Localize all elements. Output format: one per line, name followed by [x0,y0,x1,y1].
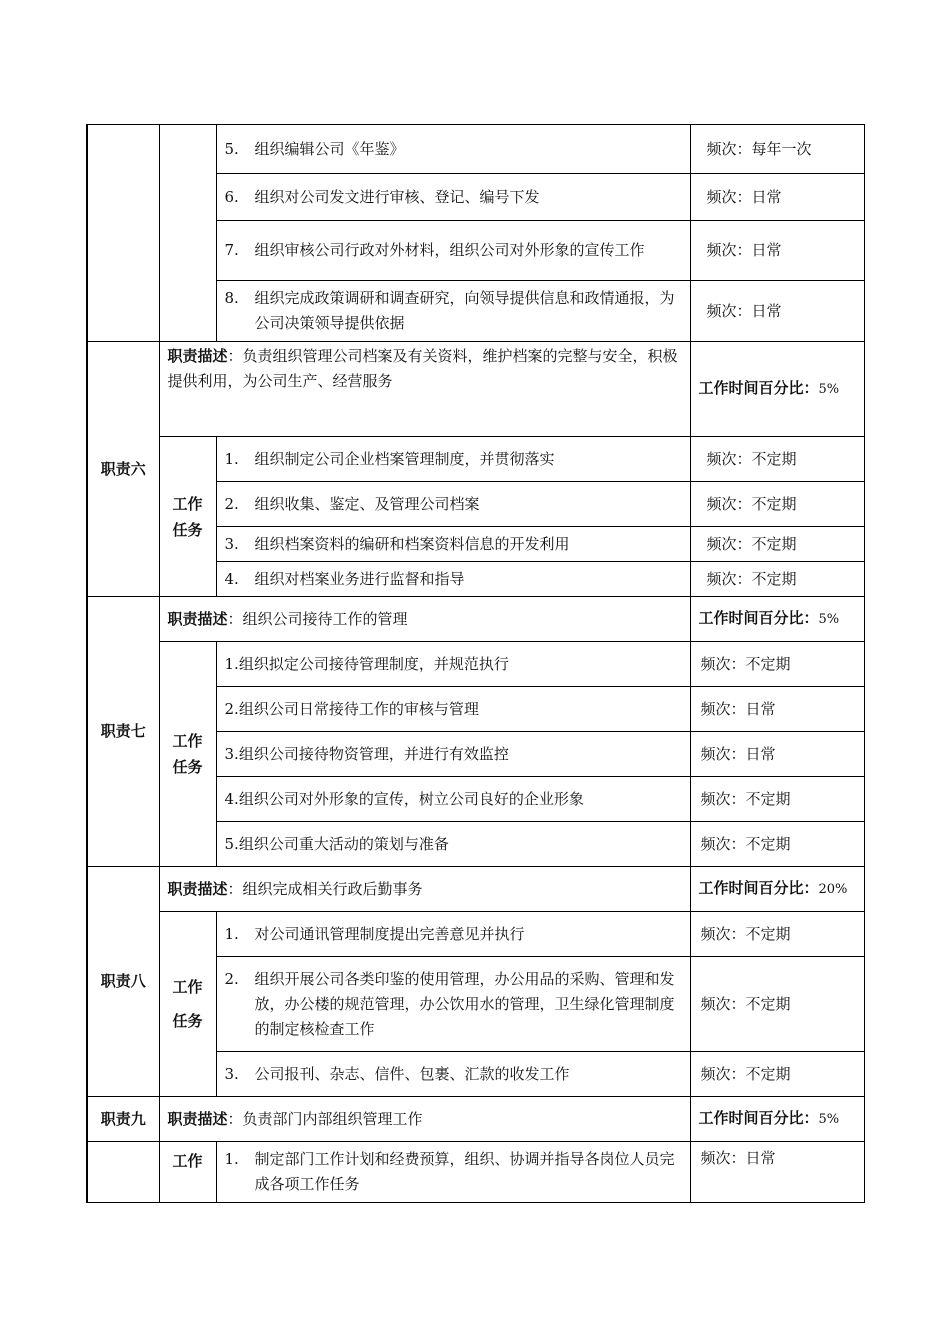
task-label [159,1142,216,1203]
description-colon: ： [227,879,243,898]
frequency-prefix: 频次： [706,494,752,513]
task-text: 公司报刊、杂志、信件、包裹、汇款的收发工作 [254,1064,570,1083]
frequency-prefix: 频次： [700,1064,746,1083]
duty-table [86,124,865,1203]
task-label-line2: 任务 [172,1012,203,1030]
task-label-line1: 工作 [172,732,203,750]
task-number: 1. [224,654,239,673]
percent-value: 5% [818,612,840,627]
frequency-cell [690,822,864,867]
task-cell [216,642,690,687]
task-number: 3. [224,1064,239,1083]
duty-label: 职责九 [87,1097,159,1142]
frequency-value: 不定期 [745,789,791,808]
duty-description-cell [159,342,690,437]
task-cell [216,912,690,957]
task-number: 4. [224,569,239,588]
task-text: 组织制定公司企业档案管理制度，并贯彻落实 [254,449,555,468]
description-heading: 职责描述 [167,879,228,898]
frequency-cell [690,221,864,281]
duty-description: 负责组织管理公司档案及有关资料，维护档案的完整与安全，积极提供利用，为公司生产、经营服务 [167,347,678,390]
frequency-prefix: 频次： [706,534,752,553]
percent-value: 5% [818,382,840,397]
frequency-value: 不定期 [751,449,797,468]
task-cell [216,281,690,342]
duty-label-cell-empty [87,125,159,342]
task-cell [216,777,690,822]
table-row [87,597,864,642]
duty-description-cell [159,867,690,912]
task-text: 组织完成政策调研和调查研究，向领导提供信息和政情通报，为公司决策领导提供依据 [254,289,675,332]
frequency-prefix: 频次： [706,301,752,320]
frequency-value: 每年一次 [751,139,812,158]
duty-description: 组织公司接待工作的管理 [242,609,408,628]
frequency-cell [690,957,864,1052]
task-label-line1: 工作 [172,494,203,513]
frequency-value: 不定期 [745,924,791,943]
frequency-cell [690,777,864,822]
frequency-prefix: 频次： [706,241,752,259]
frequency-prefix: 频次： [700,994,746,1013]
task-number: 3. [224,744,239,763]
task-cell [216,482,690,527]
frequency-cell [690,482,864,527]
task-number: 5. [224,139,239,158]
task-number: 2. [224,494,239,513]
task-text: 组织开展公司各类印鉴的使用管理，办公用品的采购、管理和发放，办公楼的规范管理，办公饮用水的管理，卫生绿化管理制度的制定核检查工作 [254,969,675,1038]
frequency-prefix: 频次： [700,834,746,853]
frequency-prefix: 频次： [700,654,746,673]
task-number: 2. [224,969,239,988]
table-row [87,912,864,957]
frequency-value: 日常 [751,187,782,206]
task-label [159,642,216,867]
frequency-cell [690,562,864,597]
task-label-line1: 工作 [172,1152,203,1170]
duty-description: 负责部门内部组织管理工作 [242,1109,423,1128]
frequency-value: 不定期 [745,834,791,853]
description-colon: ： [227,1109,243,1128]
task-cell [216,732,690,777]
frequency-prefix: 频次： [706,449,752,468]
frequency-prefix: 频次： [700,744,746,763]
percent-heading: 工作时间百分比： [698,879,819,897]
frequency-prefix: 频次： [700,924,746,943]
task-cell [216,437,690,482]
description-heading: 职责描述 [167,609,228,628]
description-heading: 职责描述 [167,1109,228,1128]
duty-description-cell [159,597,690,642]
frequency-cell [690,912,864,957]
task-text: 组织对公司发文进行审核、登记、编号下发 [254,187,540,206]
frequency-prefix: 频次： [700,1149,746,1167]
task-text: 组织公司重大活动的策划与准备 [238,834,449,853]
frequency-value: 不定期 [751,569,797,588]
table-row [87,642,864,687]
duty-label: 职责八 [87,867,159,1097]
percent-cell [690,597,864,642]
task-cell [216,562,690,597]
task-cell [216,221,690,281]
task-label-line1: 工作 [172,978,203,996]
frequency-value: 日常 [751,301,782,320]
frequency-cell [690,1052,864,1097]
frequency-cell [690,732,864,777]
frequency-prefix: 频次： [706,139,752,158]
task-number: 1. [224,1150,239,1168]
task-label [159,912,216,1097]
percent-value: 5% [818,1112,840,1127]
task-cell [216,957,690,1052]
frequency-prefix: 频次： [706,187,752,206]
table-row [87,437,864,482]
frequency-cell [690,1142,864,1203]
frequency-cell [690,437,864,482]
task-text: 组织审核公司行政对外材料，组织公司对外形象的宣传工作 [254,241,645,259]
task-number: 1. [224,449,239,468]
task-text: 组织编辑公司《年鉴》 [254,139,405,158]
duty-description-cell [159,1097,690,1142]
task-text: 组织对档案业务进行监督和指导 [254,569,465,588]
task-cell [216,1052,690,1097]
frequency-value: 日常 [745,744,776,763]
frequency-cell [690,281,864,342]
frequency-value: 不定期 [745,1064,791,1083]
task-cell [216,822,690,867]
percent-value: 20% [818,882,848,897]
table-row [87,125,864,174]
frequency-value: 日常 [745,1149,776,1167]
frequency-prefix: 频次： [706,569,752,588]
frequency-value: 不定期 [751,534,797,553]
frequency-value: 日常 [745,699,776,718]
task-number: 7. [224,241,239,259]
frequency-prefix: 频次： [700,789,746,808]
task-text: 组织拟定公司接待管理制度，并规范执行 [238,654,509,673]
task-cell [216,527,690,562]
frequency-cell [690,687,864,732]
description-colon: ： [227,347,243,365]
task-text: 对公司通讯管理制度提出完善意见并执行 [254,924,525,943]
task-label-cell-empty [159,125,216,342]
table-row [87,867,864,912]
task-label [159,437,216,597]
frequency-prefix: 频次： [700,699,746,718]
percent-heading: 工作时间百分比： [698,609,819,627]
percent-heading: 工作时间百分比： [698,1109,819,1127]
task-number: 1. [224,924,239,943]
frequency-value: 不定期 [745,654,791,673]
task-text: 制定部门工作计划和经费预算，组织、协调并指导各岗位人员完成各项工作任务 [254,1150,675,1193]
frequency-value: 不定期 [751,494,797,513]
task-text: 组织收集、鉴定、及管理公司档案 [254,494,480,513]
task-text: 组织档案资料的编研和档案资料信息的开发利用 [254,534,570,553]
duty-label: 职责六 [87,342,159,597]
percent-cell [690,867,864,912]
percent-cell [690,1097,864,1142]
frequency-value: 不定期 [745,994,791,1013]
task-number: 6. [224,187,239,206]
duty-description: 组织完成相关行政后勤事务 [242,879,423,898]
duty-label-cell-empty [87,1142,159,1203]
task-number: 5. [224,834,239,853]
frequency-cell [690,174,864,221]
percent-heading: 工作时间百分比： [698,379,819,397]
task-number: 2. [224,699,239,718]
percent-cell [690,342,864,437]
description-heading: 职责描述 [167,347,228,365]
task-label-line2: 任务 [172,758,203,776]
frequency-cell [690,125,864,174]
task-text: 组织公司接待物资管理，并进行有效监控 [238,744,509,763]
table-row [87,1142,864,1203]
task-number: 4. [224,789,239,808]
task-label-line2: 任务 [172,520,203,539]
task-text: 组织公司对外形象的宣传，树立公司良好的企业形象 [238,789,584,808]
description-colon: ： [227,609,243,628]
frequency-cell [690,527,864,562]
task-text: 组织公司日常接待工作的审核与管理 [238,699,479,718]
table-row [87,342,864,437]
duty-label: 职责七 [87,597,159,867]
task-number: 8. [224,289,239,307]
task-cell [216,687,690,732]
task-cell [216,1142,690,1203]
frequency-value: 日常 [751,241,782,259]
task-number: 3. [224,534,239,553]
task-cell [216,174,690,221]
table-row [87,1097,864,1142]
frequency-cell [690,642,864,687]
task-cell [216,125,690,174]
